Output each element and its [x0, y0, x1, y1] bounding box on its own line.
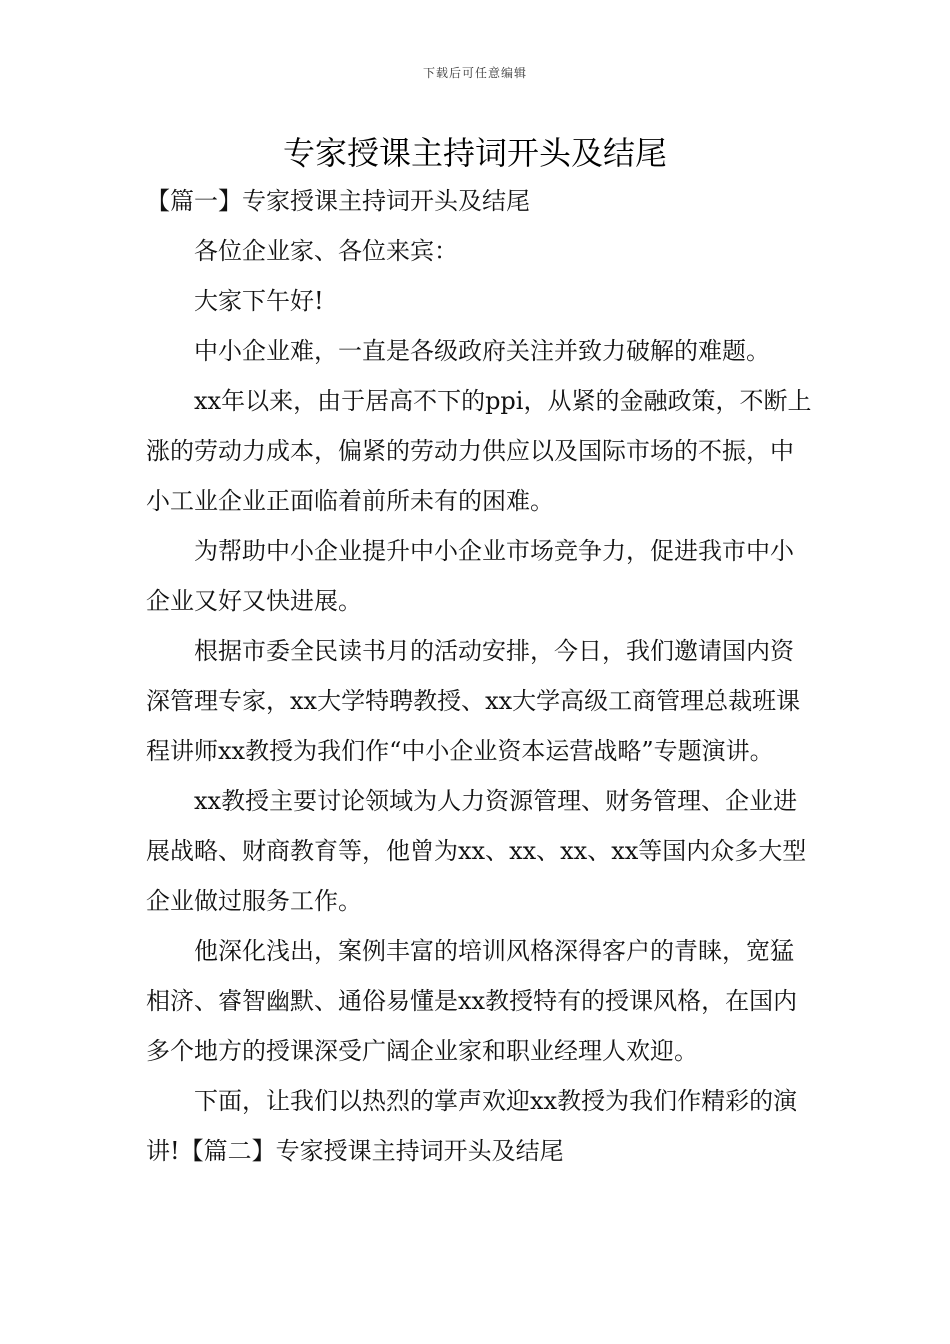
section-heading: 【篇一】专家授课主持词开头及结尾: [146, 187, 530, 215]
paragraph: 他深化浅出，案例丰富的培训风格深得客户的青睐，宽猛相济、睿智幽默、通俗易懂是xx教授特有的授课风格，在国内多个地方的授课深受广阔企业家和职业经理人欢迎。: [146, 937, 798, 1065]
paragraph: 下面，让我们以热烈的掌声欢迎xx教授为我们作精彩的演讲!【篇二】专家授课主持词开头及结尾: [146, 1087, 798, 1165]
document-title: 专家授课主持词开头及结尾: [282, 134, 667, 172]
header-note: 下载后可任意编辑: [422, 66, 527, 80]
paragraph-good-afternoon: 大家下午好!: [194, 287, 324, 315]
paragraph: 根据市委全民读书月的活动安排，今日，我们邀请国内资深管理专家，xx大学特聘教授、xx大学高级工商管理总裁班课程讲师xx教授为我们作“中小企业资本运营战略”专题演讲。: [146, 637, 801, 765]
document-body: [146, 176, 816, 1176]
paragraph: xx教授主要讨论领域为人力资源管理、财务管理、企业进展战略、财商教育等，他曾为xx、xx、xx、xx等国内众多大型企业做过服务工作。: [146, 787, 807, 915]
paragraph: xx年以来，由于居高不下的ppi，从紧的金融政策，不断上涨的劳动力成本，偏紧的劳动力供应以及国际市场的不振，中小工业企业正面临着前所未有的困难。: [146, 387, 812, 515]
paragraph: 中小企业难，一直是各级政府关注并致力破解的难题。: [194, 337, 770, 365]
paragraph: 为帮助中小企业提升中小企业市场竞争力，促进我市中小企业又好又快进展。: [146, 537, 794, 615]
paragraph-greeting: 各位企业家、各位来宾：: [194, 237, 458, 265]
